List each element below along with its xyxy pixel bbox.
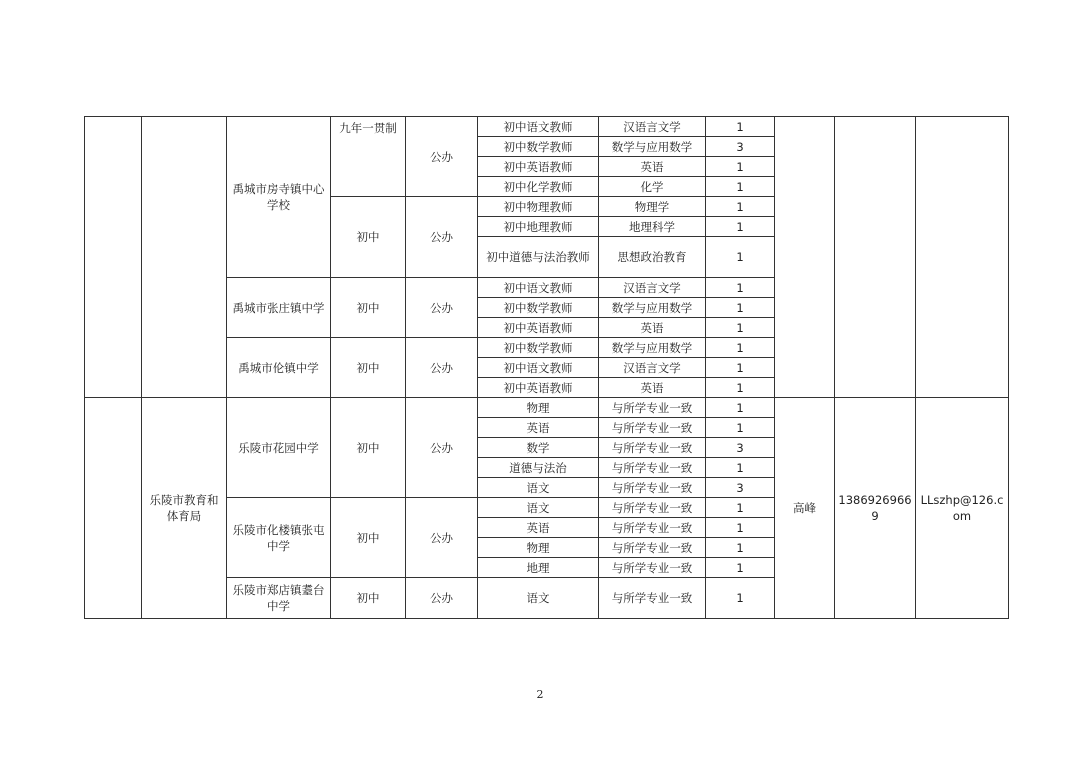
major-cell: 英语 — [599, 378, 706, 398]
position-cell: 英语 — [478, 418, 599, 438]
position-cell: 初中语文教师 — [478, 117, 599, 137]
position-cell: 物理 — [478, 538, 599, 558]
major-cell: 与所学专业一致 — [599, 458, 706, 478]
major-cell: 与所学专业一致 — [599, 478, 706, 498]
position-cell: 初中数学教师 — [478, 338, 599, 358]
major-cell: 英语 — [599, 318, 706, 338]
position-cell: 初中物理教师 — [478, 197, 599, 217]
count-cell: 3 — [706, 438, 775, 458]
position-cell: 语文 — [478, 478, 599, 498]
count-cell: 1 — [706, 197, 775, 217]
major-cell: 与所学专业一致 — [599, 398, 706, 418]
section-cell: 九年一贯制 — [331, 117, 406, 197]
count-cell: 1 — [706, 117, 775, 137]
position-cell: 初中语文教师 — [478, 278, 599, 298]
type-cell: 公办 — [406, 498, 478, 578]
contact-cell — [775, 117, 835, 398]
type-cell: 公办 — [406, 338, 478, 398]
phone-cell — [835, 117, 916, 398]
count-cell: 1 — [706, 498, 775, 518]
major-cell: 化学 — [599, 177, 706, 197]
major-cell: 与所学专业一致 — [599, 438, 706, 458]
email-cell — [916, 117, 1009, 398]
count-cell: 1 — [706, 318, 775, 338]
count-cell: 1 — [706, 558, 775, 578]
section-cell: 初中 — [331, 578, 406, 619]
section-cell: 初中 — [331, 278, 406, 338]
position-cell: 初中数学教师 — [478, 137, 599, 157]
major-cell: 汉语言文学 — [599, 278, 706, 298]
major-cell: 汉语言文学 — [599, 358, 706, 378]
major-cell: 数学与应用数学 — [599, 298, 706, 318]
major-cell: 与所学专业一致 — [599, 578, 706, 619]
contact-cell: 高峰 — [775, 398, 835, 619]
major-cell: 与所学专业一致 — [599, 558, 706, 578]
position-cell: 初中英语教师 — [478, 378, 599, 398]
major-cell: 思想政治教育 — [599, 237, 706, 278]
type-cell: 公办 — [406, 197, 478, 278]
position-cell: 英语 — [478, 518, 599, 538]
count-cell: 1 — [706, 278, 775, 298]
dept-cell: 乐陵市教育和体育局 — [142, 398, 227, 619]
count-cell: 1 — [706, 217, 775, 237]
major-cell: 英语 — [599, 157, 706, 177]
section-cell: 初中 — [331, 338, 406, 398]
major-cell: 与所学专业一致 — [599, 418, 706, 438]
dept-cell — [142, 117, 227, 398]
school-cell: 禹城市张庄镇中学 — [227, 278, 331, 338]
school-cell: 乐陵市花园中学 — [227, 398, 331, 498]
count-cell: 1 — [706, 298, 775, 318]
position-cell: 物理 — [478, 398, 599, 418]
position-cell: 初中化学教师 — [478, 177, 599, 197]
count-cell: 1 — [706, 237, 775, 278]
count-cell: 3 — [706, 478, 775, 498]
email-cell: LLszhp@126.com — [916, 398, 1009, 619]
count-cell: 1 — [706, 418, 775, 438]
type-cell: 公办 — [406, 278, 478, 338]
type-cell: 公办 — [406, 398, 478, 498]
recruitment-table — [84, 116, 1009, 619]
city-cell — [85, 117, 142, 398]
major-cell: 数学与应用数学 — [599, 338, 706, 358]
school-cell: 禹城市房寺镇中心学校 — [227, 117, 331, 278]
phone-cell: 13869269669 — [835, 398, 916, 619]
major-cell: 与所学专业一致 — [599, 518, 706, 538]
position-cell: 初中数学教师 — [478, 298, 599, 318]
position-cell: 数学 — [478, 438, 599, 458]
table-row — [85, 398, 1009, 418]
school-cell: 乐陵市郑店镇耋台中学 — [227, 578, 331, 619]
position-cell: 初中语文教师 — [478, 358, 599, 378]
count-cell: 1 — [706, 177, 775, 197]
position-cell: 初中道德与法治教师 — [478, 237, 599, 278]
position-cell: 语文 — [478, 578, 599, 619]
major-cell: 与所学专业一致 — [599, 498, 706, 518]
position-cell: 初中地理教师 — [478, 217, 599, 237]
section-cell: 初中 — [331, 197, 406, 278]
major-cell: 与所学专业一致 — [599, 538, 706, 558]
count-cell: 1 — [706, 157, 775, 177]
major-cell: 地理科学 — [599, 217, 706, 237]
count-cell: 1 — [706, 458, 775, 478]
type-cell: 公办 — [406, 578, 478, 619]
school-cell: 乐陵市化楼镇张屯中学 — [227, 498, 331, 578]
count-cell: 3 — [706, 137, 775, 157]
count-cell: 1 — [706, 398, 775, 418]
position-cell: 初中英语教师 — [478, 318, 599, 338]
count-cell: 1 — [706, 578, 775, 619]
major-cell: 数学与应用数学 — [599, 137, 706, 157]
position-cell: 语文 — [478, 498, 599, 518]
count-cell: 1 — [706, 358, 775, 378]
type-cell: 公办 — [406, 117, 478, 197]
city-cell — [85, 398, 142, 619]
table-row — [85, 117, 1009, 137]
major-cell: 汉语言文学 — [599, 117, 706, 137]
position-cell: 初中英语教师 — [478, 157, 599, 177]
position-cell: 道德与法治 — [478, 458, 599, 478]
section-cell: 初中 — [331, 398, 406, 498]
section-cell: 初中 — [331, 498, 406, 578]
count-cell: 1 — [706, 518, 775, 538]
major-cell: 物理学 — [599, 197, 706, 217]
page-number: 2 — [536, 688, 544, 701]
position-cell: 地理 — [478, 558, 599, 578]
school-cell: 禹城市伦镇中学 — [227, 338, 331, 398]
count-cell: 1 — [706, 338, 775, 358]
count-cell: 1 — [706, 378, 775, 398]
count-cell: 1 — [706, 538, 775, 558]
